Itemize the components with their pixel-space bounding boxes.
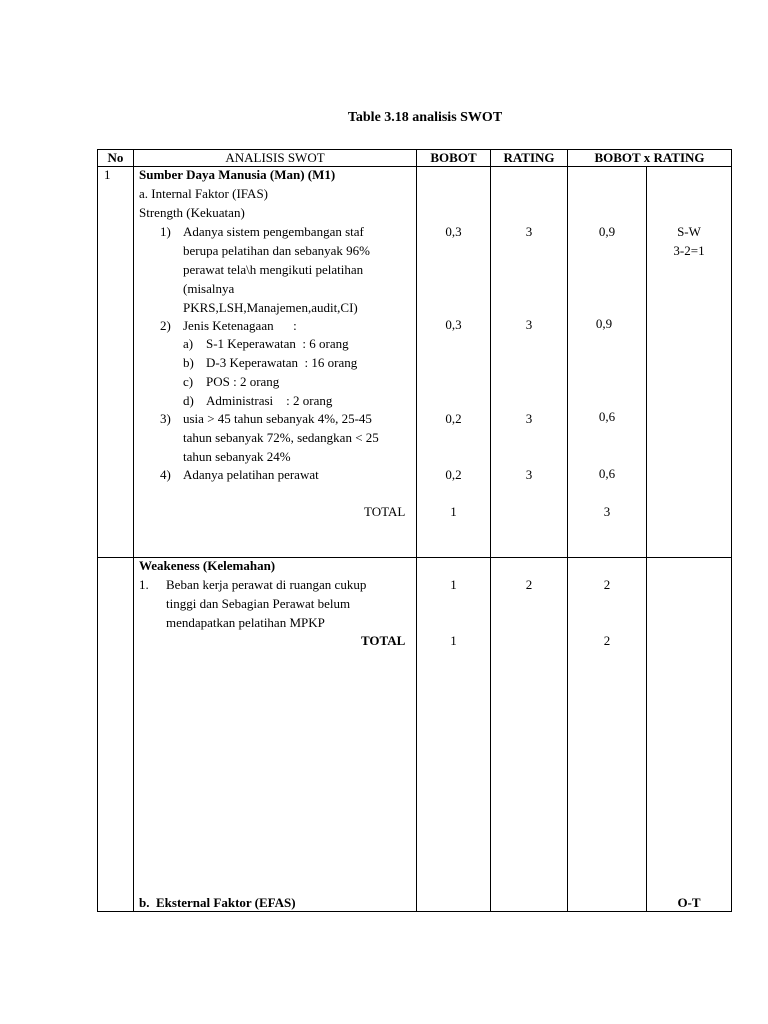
total-score: 2 (603, 633, 611, 648)
rating-value: 3 (525, 467, 533, 482)
col-divider-no (133, 149, 134, 912)
sw-label: S-W (677, 224, 701, 239)
item-number: 1. (139, 577, 149, 592)
total-label: TOTAL (364, 504, 406, 519)
item-text-line: Jenis Ketenagaan : (183, 318, 297, 333)
header-bobot-x-rating: BOBOT x RATING (594, 150, 705, 165)
table-border-left (97, 149, 98, 912)
sub-item-letter: d) (183, 393, 194, 408)
col-divider-analisis (416, 149, 417, 912)
score-value: 0,9 (598, 224, 616, 239)
item-number: 2) (160, 318, 171, 333)
col-divider-score (646, 166, 647, 912)
sub-item-letter: c) (183, 374, 194, 389)
strength-title: Strength (Kekuatan) (139, 205, 245, 220)
total-score: 3 (603, 504, 611, 519)
header-analisis: ANALISIS SWOT (225, 150, 325, 165)
rating-value: 2 (525, 577, 533, 592)
item-text-line: mendapatkan pelatihan MPKP (166, 615, 325, 630)
item-text-line: (misalnya (183, 281, 235, 296)
item-text-line: Adanya sistem pengembangan staf (183, 224, 364, 239)
sub-item-text: Administrasi : 2 orang (206, 393, 333, 408)
header-rating: RATING (503, 150, 555, 165)
rating-value: 3 (525, 317, 533, 332)
col-divider-rating (567, 149, 568, 912)
sw-value: 3-2=1 (673, 243, 705, 258)
score-value: 2 (603, 577, 611, 592)
sub-item-letter: a) (183, 336, 194, 351)
item-text-line: PKRS,LSH,Manajemen,audit,CI) (183, 300, 358, 315)
item-number: 3) (160, 411, 171, 426)
table-title: Table 3.18 analisis SWOT (347, 110, 503, 125)
score-value: 0,9 (595, 316, 613, 331)
bobot-value: 0,2 (445, 411, 462, 426)
total-bobot: 1 (450, 633, 457, 648)
bobot-value: 0,2 (445, 467, 462, 482)
col-divider-bobot (490, 149, 491, 912)
sub-item-text: POS : 2 orang (206, 374, 280, 389)
score-value: 0,6 (598, 466, 616, 481)
item-text-line: tinggi dan Sebagian Perawat belum (166, 596, 351, 611)
item-number: 1) (160, 224, 171, 239)
header-no: No (107, 150, 124, 165)
item-text-line: Adanya pelatihan perawat (183, 467, 319, 482)
rating-value: 3 (525, 411, 533, 426)
internal-factor-label: a. Internal Faktor (IFAS) (139, 186, 269, 201)
sub-item-letter: b) (183, 355, 194, 370)
total-bobot: 1 (450, 504, 457, 519)
table-border-right (731, 149, 732, 912)
item-text-line: usia > 45 tahun sebanyak 4%, 25-45 (183, 411, 372, 426)
bobot-value: 0,3 (445, 317, 462, 332)
item-text-line: berupa pelatihan dan sebanyak 96% (183, 243, 370, 258)
header-bobot: BOBOT (430, 150, 477, 165)
weakness-title: Weakeness (Kelemahan) (139, 558, 276, 573)
sub-item-text: D-3 Keperawatan : 16 orang (206, 355, 358, 370)
sub-item-text: S-1 Keperawatan : 6 orang (206, 336, 349, 351)
ot-label: O-T (677, 895, 701, 910)
item-text-line: tahun sebanyak 72%, sedangkan < 25 (183, 430, 379, 445)
total-label: TOTAL (361, 633, 406, 648)
section-title: Sumber Daya Manusia (Man) (M1) (139, 167, 336, 182)
bobot-value: 0,3 (445, 224, 462, 239)
item-text-line: perawat tela\h mengikuti pelatihan (183, 262, 364, 277)
item-number: 4) (160, 467, 171, 482)
item-text-line: tahun sebanyak 24% (183, 449, 291, 464)
bobot-value: 1 (450, 577, 457, 592)
score-value: 0,6 (598, 409, 616, 424)
external-factor-label: b. Eksternal Faktor (EFAS) (139, 895, 296, 910)
rating-value: 3 (525, 224, 533, 239)
row-number: 1 (104, 167, 111, 182)
item-text-line: Beban kerja perawat di ruangan cukup (166, 577, 367, 592)
